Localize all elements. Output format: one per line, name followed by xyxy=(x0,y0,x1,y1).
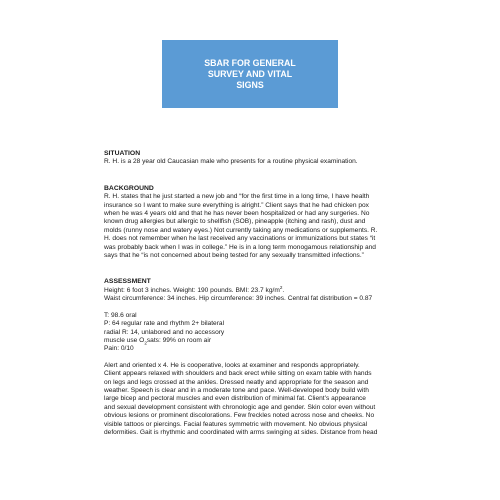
measurements-line: Height: 6 foot 3 inches. Weight: 190 pounds. BMI: 23.7 $kg/m^2$. xyxy=(104,284,285,294)
background-line: H. does not remember when he last received any vaccinations or immunizations but states “it xyxy=(104,235,376,243)
vital-pulse: P: 64 regular rate and rhythm 2+ bilateral xyxy=(104,320,225,328)
title-line: SURVEY AND VITAL xyxy=(207,68,293,79)
vital-respiration: radial R: 14, unlabored and no accessory xyxy=(104,328,225,336)
narrative-line: obvious lesions or prominent discolorations. Few freckles noted across nose and cheeks. No xyxy=(104,412,375,420)
background-line: molds (runny nose and watery eyes.) Not currently taking any medications or supplements. R. xyxy=(104,226,378,234)
background-line: R. H. states that he just started a new job and “for the first time in a long time, I have health xyxy=(104,193,370,201)
narrative-line: weather. Speech is clear and in a moderate tone and pace. Well-developed body build with xyxy=(104,386,369,394)
title-line: SBAR FOR GENERAL xyxy=(204,57,296,68)
narrative-line: deformities. Gait is rhythmic and coordinated with arms swinging at sides. Distance from head xyxy=(104,428,378,436)
background-section xyxy=(104,185,404,261)
title-line: SIGNS xyxy=(236,79,264,90)
vital-pain: Pain: 0/10 xyxy=(104,345,134,353)
background-heading: BACKGROUND xyxy=(104,184,154,192)
title-banner xyxy=(162,40,338,108)
background-line: says that he “is not concerned about being tested for any sexually transmitted infections.” xyxy=(104,252,364,260)
vital-oxygen-saturation: muscle use $O_2sats$: 99% on room air xyxy=(104,336,212,346)
measurements-line: Waist circumference: 34 inches. Hip circumference: 39 inches. Central fat distribution = 0.87 xyxy=(104,295,373,303)
situation-text: R. H. is a 28 year old Caucasian male who presents for a routine physical examination. xyxy=(104,158,358,166)
narrative-line: Client appears relaxed with shoulders and back erect while sitting on exam table with hands xyxy=(104,370,372,378)
narrative-line: on legs and legs crossed at the ankles. Dressed neatly and appropriate for the season and xyxy=(104,378,369,386)
assessment-section xyxy=(104,278,404,437)
situation-section xyxy=(104,150,404,167)
document-body xyxy=(104,150,404,447)
situation-heading: SITUATION xyxy=(104,150,141,157)
vital-temperature: T: 98.6 oral xyxy=(104,311,137,319)
assessment-heading: ASSESSMENT xyxy=(104,278,151,286)
narrative-line: large bicep and pectoral muscles and even distribution of minimal fat. Client’s appearance xyxy=(104,395,366,403)
narrative-line: Alert and oriented x 4. He is cooperative, looks at examiner and responds appropriately. xyxy=(104,361,360,369)
background-line: was probably back when I was in college.” He is in a long term monogamous relationship and xyxy=(104,243,376,251)
background-line: insurance so I want to make sure everything is alright.” Client says that he had chicken pox xyxy=(104,201,369,209)
background-line: known drug allergies but allergic to shellfish (SOB), pineapple (itching and rash), dust and xyxy=(104,218,366,226)
narrative-line: visible tattoos or piercings. Facial features symmetric with movement. No obvious physical xyxy=(104,420,368,428)
background-line: when he was 4 years old and that he has never been hospitalized or had any surgeries. No xyxy=(104,210,370,218)
narrative-line: and sexual development consistent with chronologic age and gender. Skin color even without xyxy=(104,403,376,411)
